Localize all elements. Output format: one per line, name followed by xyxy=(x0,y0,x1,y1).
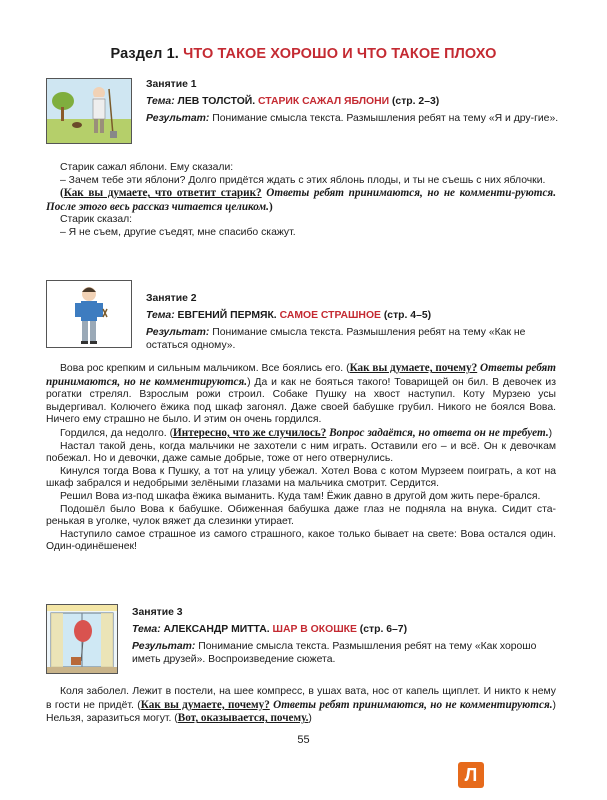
lesson-number: Занятие 3 xyxy=(132,607,183,618)
lesson-theme xyxy=(146,95,566,108)
teacher-note: Ответы ребят принимаются, но не комментируются. xyxy=(46,362,557,388)
lesson-result xyxy=(146,112,566,125)
lesson-number: Занятие 1 xyxy=(146,79,197,90)
teacher-question: Интересно, что же случилось? xyxy=(173,426,327,439)
lesson-1-text xyxy=(46,162,556,240)
teacher-question: Как вы думаете, почему? xyxy=(349,362,478,374)
old-man-planting-apple-tree-illustration xyxy=(46,78,132,144)
page-range: (стр. 6–7) xyxy=(359,624,408,635)
paragraph: Настал такой день, когда мальчики не захотели с ним играть. Оставили его – и всё. Он к девочкам побежал. Но и девочки, даже самые добрые, тоже от него отвернулись. xyxy=(46,440,556,465)
result-text: Понимание смысла текста. Размышления ребят на тему «Как не остаться одному». xyxy=(146,327,526,351)
lesson-theme xyxy=(132,623,562,636)
balloon-in-window-illustration xyxy=(46,604,118,674)
teacher-note: Ответы ребят принимаются, но не комменти-руются. После этого весь рассказ читается целиком. xyxy=(46,187,556,213)
paragraph: – Зачем тебе эти яблони? Долго придётся ждать с этих яблонь плоды, и ты не съешь с них яблочки. xyxy=(60,174,546,186)
work-title: ШАР В ОКОШКЕ xyxy=(272,624,357,635)
theme-label: Тема: xyxy=(132,624,161,635)
teacher-question: Как вы думаете, что ответит старик? xyxy=(63,187,262,200)
publisher-logo-icon: Л xyxy=(458,762,484,788)
lesson-2-meta xyxy=(146,292,566,352)
author-name: ЕВГЕНИЙ ПЕРМЯК. xyxy=(177,310,277,321)
lesson-result xyxy=(132,640,562,666)
lesson-3-text xyxy=(46,686,556,726)
lesson-theme xyxy=(146,309,566,322)
section-title xyxy=(0,46,607,62)
result-label: Результат: xyxy=(146,113,210,124)
lesson-result xyxy=(146,326,566,352)
section-prefix: Раздел 1. xyxy=(110,46,179,62)
result-text: Понимание смысла текста. Размышления ребят на тему «Как хорошо иметь друзей». Воспроизведение сюжета. xyxy=(132,641,537,665)
page-range: (стр. 4–5) xyxy=(383,310,432,321)
lesson-number: Занятие 2 xyxy=(146,293,197,304)
teacher-question: Вот, оказывается, почему. xyxy=(177,712,309,725)
boy-with-slingshot-illustration xyxy=(46,280,132,348)
result-text: Понимание смысла текста. Размышления ребят на тему «Я и дру-гие». xyxy=(212,113,559,124)
section-name: ЧТО ТАКОЕ ХОРОШО И ЧТО ТАКОЕ ПЛОХО xyxy=(183,46,497,62)
paragraph: Гордился, да недолго. (Интересно, что же случилось? Вопрос задаётся, но ответа он не требует.) xyxy=(60,426,553,439)
paragraph: (Как вы думаете, что ответит старик? Ответы ребят принимаются, но не комменти-руются. После этого весь рассказ читается целиком.) xyxy=(46,187,556,213)
lesson-1-meta xyxy=(146,78,566,125)
result-label: Результат: xyxy=(146,327,210,338)
work-title: САМОЕ СТРАШНОЕ xyxy=(279,310,381,321)
author-name: ЛЕВ ТОЛСТОЙ. xyxy=(177,96,256,107)
lesson-2-text xyxy=(46,362,556,554)
paragraph: Решил Вова из-под шкафа ёжика выманить. Куда там! Ёжик давно в другой дом жить пере-брался. xyxy=(60,490,541,502)
page-number: 55 xyxy=(297,734,310,746)
paragraph: Старик сказал: xyxy=(60,214,133,226)
paragraph: Кинулся тогда Вова к Пушку, а тот на улицу убежал. Хотел Вова с котом Мурзеем поиграть, а кот на шкаф забрался и недобрыми зелёными глазами на мальчика смотрит. Сердится. xyxy=(46,465,556,490)
page-range: (стр. 2–3) xyxy=(391,96,440,107)
work-title: СТАРИК САЖАЛ ЯБЛОНИ xyxy=(258,96,390,107)
paragraph: Наступило самое страшное из самого страшного, какое только бывает на свете: Вова остался один. Один-одинёшенек! xyxy=(46,528,556,553)
result-label: Результат: xyxy=(132,641,196,652)
teacher-question: Как вы думаете, почему? xyxy=(140,698,270,711)
paragraph: Вова рос крепким и сильным мальчиком. Все боялись его. (Как вы думаете, почему? Ответы ребят принимаются, но не комментируются.) Да и как не бояться такого! Товарищей он бил. В девочек из рогатки стрелял. Взрослым рожи строил. Собаке Пушку на хвост наступил. Коту Мурзею усы выдергивал. Колючего ёжика под шкаф загонял. Даже своей бабушке грубил. Никого не боялся Вова. Ничего ему страшно не было. И этим он очень гордился. xyxy=(46,362,557,426)
theme-label: Тема: xyxy=(146,96,175,107)
paragraph: – Я не съем, другие съедят, мне спасибо скажут. xyxy=(60,226,296,238)
teacher-note: Вопрос задаётся, но ответа он не требует. xyxy=(326,426,549,439)
theme-label: Тема: xyxy=(146,310,175,321)
paragraph: Подошёл было Вова к бабушке. Обиженная бабушка даже глаз не подняла на внука. Сидит ста-ренькая в уголке, чулок вяжет да слезинки утирает. xyxy=(46,503,556,528)
teacher-note: Ответы ребят принимаются, но не комментируются. xyxy=(269,698,553,711)
paragraph: Коля заболел. Лежит в постели, на шее компресс, в ушах вата, нос от капель щиплет. И никто к нему в гости не придёт. (Как вы думаете, почему? Ответы ребят принимаются, но не комментируются.) Нельзя, заразиться могут. (Вот, оказывается, почему.) xyxy=(46,686,557,725)
paragraph: Старик сажал яблони. Ему сказали: xyxy=(60,162,234,173)
author-name: АЛЕКСАНДР МИТТА. xyxy=(163,624,270,635)
lesson-3-meta xyxy=(132,606,562,666)
